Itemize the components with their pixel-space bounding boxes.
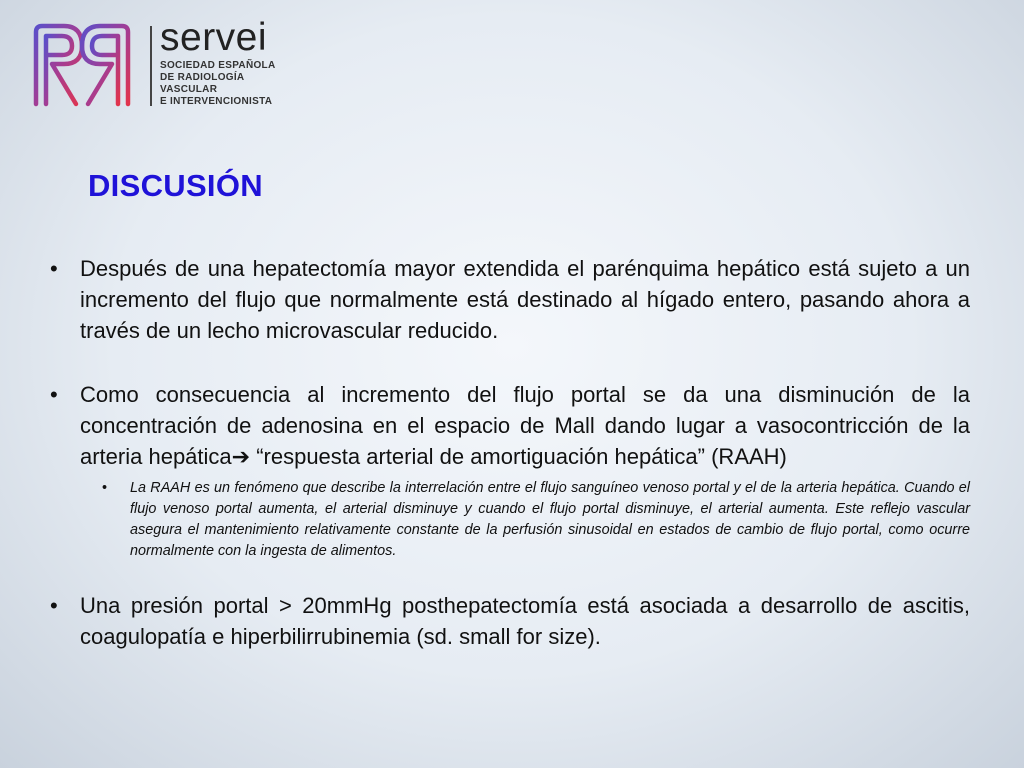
slide-content <box>48 253 970 652</box>
logo-subtitle-line: SOCIEDAD ESPAÑOLA <box>160 60 276 71</box>
servei-logo <box>30 16 290 112</box>
bullet-item <box>48 379 970 472</box>
logo-subtitle-line: DE RADIOLOGÍA <box>160 72 245 83</box>
bullet-item <box>48 590 970 652</box>
logo-subtitle <box>160 60 275 108</box>
sub-bullet-dot-icon: • <box>102 480 108 496</box>
bullet-dot-icon: • <box>50 256 58 281</box>
bullet-text: Como consecuencia al incremento del flujo portal se da una disminución de la concentración de adenosina en el espacio de Mall dando lugar a vasocontricción de la arteria hepática➔ “respuesta arterial de amortiguación hepática” (RAAH) <box>80 382 970 469</box>
slide-title: DISCUSIÓN <box>88 168 263 203</box>
logo-subtitle-line: VASCULAR <box>160 84 218 95</box>
bullet-item <box>48 253 970 346</box>
bullet-dot-icon: • <box>50 382 58 407</box>
logo-wordmark: servei <box>160 16 268 59</box>
rr-logo-mark-icon <box>30 22 134 108</box>
sub-bullet-text: La RAAH es un fenómeno que describe la interrelación entre el flujo sanguíneo venoso portal y el de la arteria hepática. Cuando el flujo venoso portal aumenta, el arterial disminuye y cuando el flujo portal disminuye, el arterial aumenta. Este reflejo vascular asegura el mantenimiento relativamente constante de la perfusión sinusoidal en estados de cambio de flujo portal, como ocurre normalmente con la ingesta de alimentos. <box>130 480 970 559</box>
bullet-text: Una presión portal > 20mmHg posthepatectomía está asociada a desarrollo de ascitis, coagulopatía e hiperbilirrubinemia (sd. small for size). <box>80 593 970 649</box>
logo-divider <box>150 26 152 106</box>
bullet-text: Después de una hepatectomía mayor extendida el parénquima hepático está sujeto a un incremento del flujo que normalmente está destinado al hígado entero, pasando ahora a través de un lecho microvascular reducido. <box>80 256 970 343</box>
sub-bullet-item <box>48 478 970 562</box>
logo-subtitle-line: E INTERVENCIONISTA <box>160 96 273 107</box>
bullet-dot-icon: • <box>50 593 58 618</box>
